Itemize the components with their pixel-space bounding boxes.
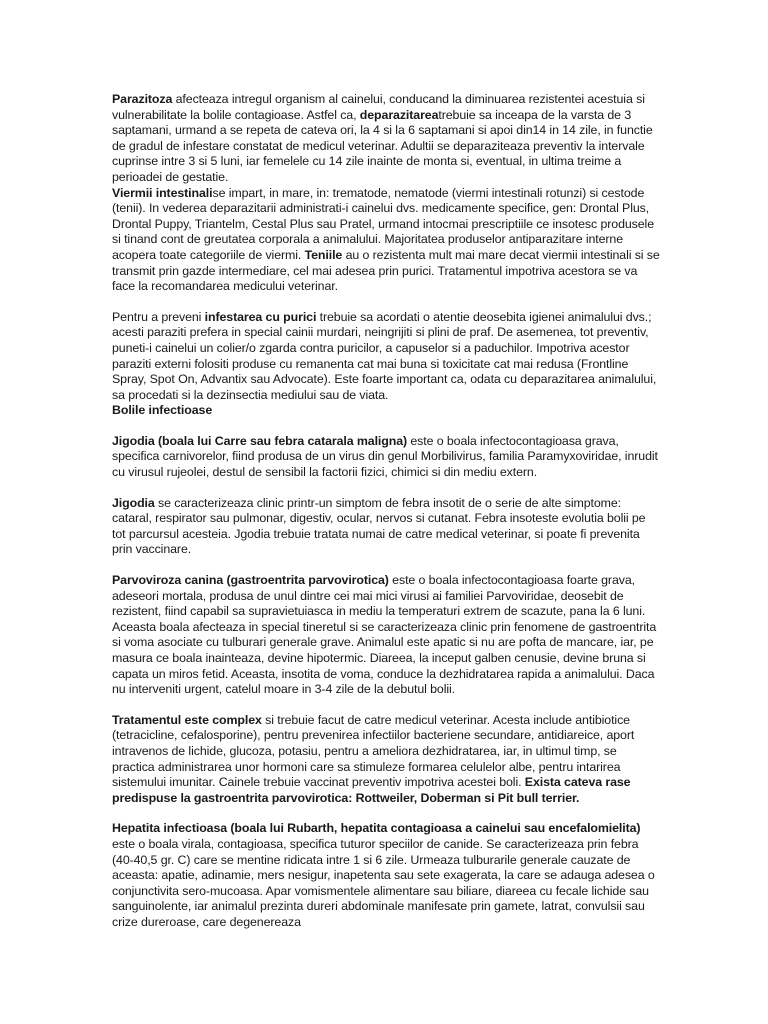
section-heading (112, 403, 660, 419)
bold-text: Jigodia (112, 495, 155, 510)
body-text: Pentru a preveni (112, 309, 205, 324)
body-text: se caracterizeaza clinic printr-un simptom de febra insotit de o serie de alte simptome: cataral, respirator sau pulmonar, digestiv, ocular, nervos si cutanat. Febra insoteste evolutia bolii pe tot parcursul acesteia. Jgodia trebuie tratata numai de catre medical veterinar, si poate fi prevenita prin vaccinare. (112, 495, 646, 557)
bold-text: Exista cateva rase predispuse la gastroentrita parvovirotica: Rottweiler, Doberman si Pit bull terrier. (112, 775, 631, 805)
body-text: au o rezistenta mult mai mare decat viermii intestinali si se transmit prin gazde intermediare, cel mai adesea prin purici. Tratamentul impotriva acestora se va face la recomandarea medicului veterinar. (112, 247, 660, 294)
bold-text: Bolile infectioase (112, 403, 213, 418)
body-text: este o boala virala, contagioasa, specifica tuturor speciilor de canide. Se caracterizeaza prin febra (40-40,5 gr. C) care se mentine ridicata intre 1 si 6 zile. Urmeaza tulburarile generale cauzate de aceasta: apatie, adinamie, mers nesigur, inapetenta sau sete exagerata, la care se adauga adesea o conjunctivita sero-mucoasa. Apar vomismentele alimentare sau biliare, diareea cu fecale lichide sau sanguinolente, iar animalul prezinta dureri abdominale manifesate prin gamete, latrat, convulsii sau crize dureroase, care degenereaza (112, 836, 655, 929)
bold-text: Viermii intestinali (112, 185, 213, 200)
bold-text: deparazitarea (359, 107, 439, 122)
bold-text: infestarea cu purici (204, 309, 317, 324)
body-text: trebuie sa acordati o atentie deosebita igienei animalului dvs.; acesti paraziti prefera in special cainii murdari, neingrijiti si plini de praf. De asemenea, tot preventiv, puneti-i cainelui un colier/o zgarda contra puricilor, a capuselor si a paduchilor. Impotriva acestor paraziti externi folositi produse cu remanenta cat mai buna si toxicitate cat mai redusa (Frontline Spray, Spot On, Advantix sau Advocate). Este foarte important ca, odata cu deparazitarea animalului, sa procedati si la dezinsectia mediului sau de viata. (112, 309, 657, 402)
bold-text: Hepatita infectioasa (boala lui Rubarth, hepatita contagioasa a cainelui sau encefalomielita) (112, 821, 641, 836)
body-text: este o boala infectocontagioasa grava, specifica carnivorelor, fiind produsa de un virus din genul Morbilivirus, familia Paramyxoviridae, inrudit cu virusul rujeolei, destul de sensibil la factorii fizici, chimici si din mediu extern. (112, 433, 658, 480)
bold-text: Parazitoza (112, 92, 173, 106)
paragraph (112, 821, 660, 930)
bold-text: Tratamentul este complex (112, 712, 262, 727)
paragraph (112, 496, 660, 558)
paragraph (112, 434, 660, 481)
paragraph (112, 310, 660, 404)
paragraph (112, 186, 660, 295)
body-text: trebuie sa inceapa de la varsta de 3 saptamani, urmand a se repeta de cateva ori, la 4 si la 6 saptamani si apoi din14 in 14 zile, in functie de gradul de infestare constatat de medicul veterinar. Adultii se deparaziteaza preventiv la intervale cuprinse intre 3 si 5 luni, iar femelele cu 14 zile inainte de monta si, eventual, in ultima treime a perioadei de gestatie. (112, 107, 653, 184)
body-text: si trebuie facut de catre medicul veterinar. Acesta include antibiotice (tetracicline, cefalosporine), pentru prevenirea infectiilor bacteriene secundare, antidiareice, aport intravenos de lichide, glucoza, potasiu, pentru a ameliora dezhidratarea, iar, in ultimul timp, se practica administrarea unor hormoni care sa stimuleze formarea celulelor albe, pentru intarirea sistemului imunitar. Cainele trebuie vaccinat preventiv impotriva acestei boli. (112, 712, 635, 790)
bold-text: Teniile (304, 247, 343, 262)
body-text: afecteaza intregul organism al cainelui, conducand la diminuarea rezistentei acestuia si vulnerabilitate la bolile contagioase. Astfel ca, (112, 92, 645, 122)
paragraph (112, 713, 660, 807)
body-text: este o boala infectocontagioasa foarte grava, adeseori mortala, produsa de unul dintre cei mai mici virusi ai familiei Parvoviridae, deosebit de rezistent, fiind capabil sa supravietuiasca in mediu la temperaturi extrem de scazute, pana la 6 luni. Aceasta boala afecteaza in special tineretul si se caracterizeaza clinic prin fenomene de gastroentrita si voma asociate cu tulburari generale grave. Animalul este apatic si nu are pofta de mancare, iar, pe masura ce boala inainteaza, devine hipotermic. Diareea, la inceput galben cenusie, devine bruna si capata un miros fetid. Aceasta, insotita de voma, conduce la dezhidratarea rapida a animalului. Daca nu interveniti urgent, catelul moare in 3-4 zile de la debutul bolii. (112, 573, 657, 697)
paragraph (112, 573, 660, 698)
bold-text: Jigodia (boala lui Carre sau febra catarala maligna) (112, 433, 408, 448)
paragraph (112, 92, 660, 186)
document-page (112, 92, 660, 931)
body-text: se impart, in mare, in: trematode, nematode (viermi intestinali rotunzi) si cestode (tenii). In vederea deparazitarii administrati-i cainelui dvs. medicamente specifice, gen: Drontal Plus, Drontal Puppy, Triantelm, Cestal Plus sau Pratel, urmand intocmai prescriptiile ce insotesc produsele si tinand cont de greutatea corporala a animalului. Majoritatea produselor antiparazitare interne acopera toate categoriile de viermi. (112, 185, 654, 262)
bold-text: Parvoviroza canina (gastroentrita parvovirotica) (112, 573, 389, 588)
